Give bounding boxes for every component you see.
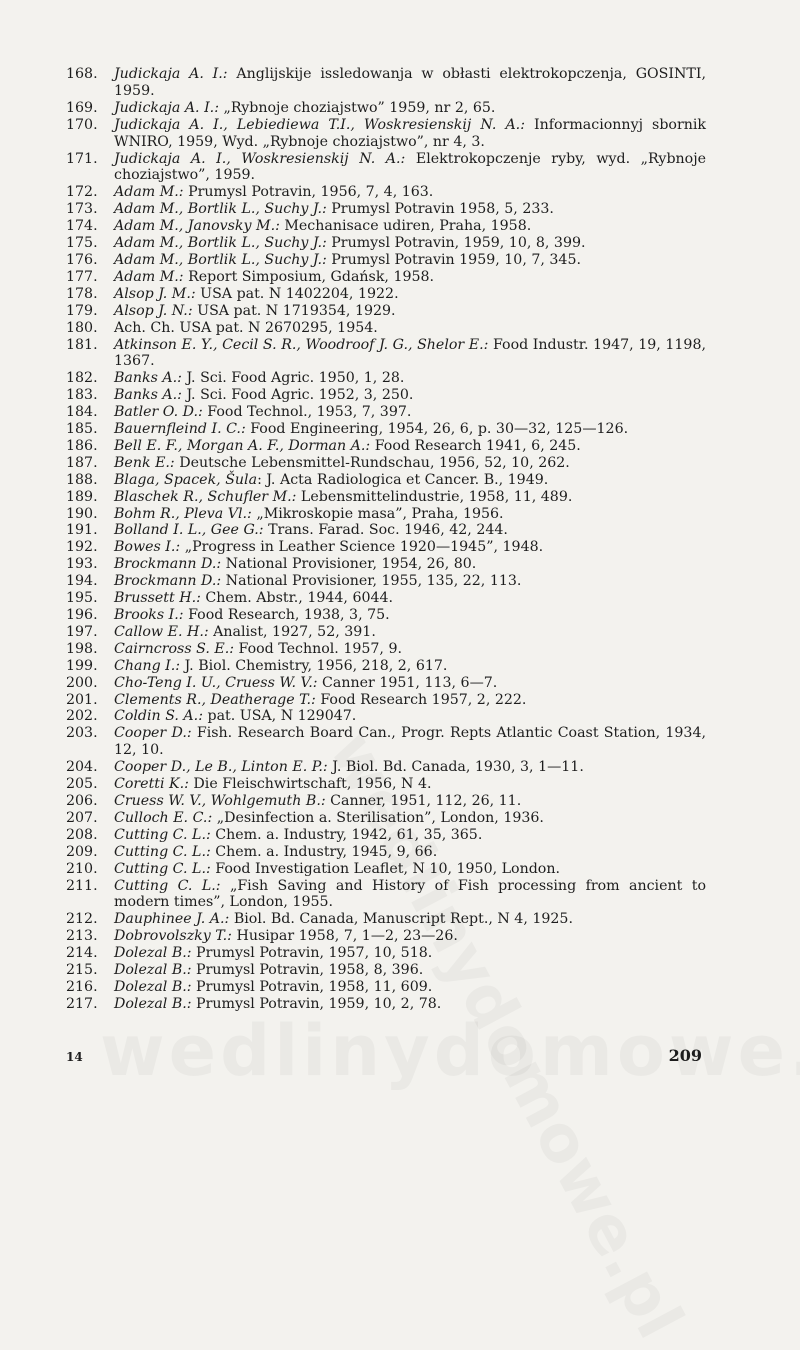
reference-number: 184. (66, 404, 98, 421)
reference-entry (66, 252, 706, 269)
reference-author: Brooks I.: (114, 607, 184, 623)
reference-list (66, 66, 706, 1013)
reference-source: J. Biol. Chemistry, 1956, 218, 2, 617. (180, 657, 448, 674)
reference-author: Alsop J. M.: (114, 285, 196, 302)
reference-source: „Fish Saving and History of Fish processing from ancient to modern times”, London, 1955. (114, 877, 706, 911)
reference-number: 180. (66, 319, 98, 336)
reference-source: Anglijskije issledowanja w obłasti elektrokopczenja, GOSINTI, 1959. (114, 66, 706, 99)
reference-author: Dolezal B.: (114, 945, 192, 962)
reference-source: Chem. a. Industry, 1942, 61, 35, 365. (210, 826, 483, 843)
reference-author: Bolland I. L., Gee G.: (114, 522, 264, 539)
reference-source: Food Research 1941, 6, 245. (370, 437, 581, 454)
reference-number: 216. (66, 978, 98, 995)
reference-entry (66, 337, 706, 371)
reference-entry (66, 708, 706, 725)
reference-source: „Desinfection a. Sterilisation”, London, 1936. (212, 809, 544, 826)
reference-number: 173. (66, 201, 98, 218)
reference-number: 206. (66, 792, 98, 809)
reference-author: Banks A.: (114, 370, 182, 387)
reference-number: 181. (66, 336, 98, 353)
reference-source: Ach. Ch. USA pat. N 2670295, 1954. (114, 319, 378, 336)
reference-entry (66, 844, 706, 861)
reference-number: 191. (66, 522, 98, 539)
reference-author: Atkinson E. Y., Cecil S. R., Woodroof J. G., Shelor E.: (114, 336, 489, 353)
reference-source: Food Industr. 1947, 19, 1198, 1367. (114, 336, 706, 370)
reference-source: Food Engineering, 1954, 26, 6, p. 30—32, 125—126. (245, 421, 629, 438)
reference-author: Batler O. D.: (114, 404, 203, 421)
reference-number: 205. (66, 776, 98, 793)
reference-number: 168. (66, 66, 98, 82)
reference-entry (66, 438, 706, 455)
reference-entry (66, 878, 706, 912)
reference-author: Blaschek R., Schufler M.: (114, 488, 297, 505)
reference-number: 177. (66, 268, 98, 285)
reference-entry (66, 945, 706, 962)
reference-author: Adam M.: (114, 184, 184, 201)
reference-number: 211. (66, 877, 98, 894)
reference-source: Food Technol. 1957, 9. (234, 640, 402, 657)
reference-author: Dauphinee J. A.: (114, 911, 230, 928)
reference-source: Prumysl Potravin, 1958, 8, 396. (191, 962, 424, 979)
reference-number: 186. (66, 437, 98, 454)
reference-number: 170. (66, 116, 98, 133)
reference-source: Prumysl Potravin 1958, 5, 233. (326, 201, 554, 218)
reference-entry (66, 725, 706, 759)
reference-number: 212. (66, 911, 98, 928)
reference-entry (66, 66, 706, 100)
reference-number: 210. (66, 860, 98, 877)
reference-source: Prumysl Potravin, 1957, 10, 518. (191, 945, 433, 962)
reference-source: Food Technol., 1953, 7, 397. (202, 404, 412, 421)
reference-author: Bohm R., Pleva Vl.: (114, 505, 252, 522)
reference-number: 192. (66, 539, 98, 556)
reference-source: Prumysl Potravin, 1958, 11, 609. (191, 978, 433, 995)
reference-source: Biol. Bd. Canada, Manuscript Rept., N 4, 1925. (229, 911, 573, 928)
reference-entry (66, 184, 706, 201)
reference-source: „Mikroskopie masa”, Praha, 1956. (251, 505, 504, 522)
reference-number: 172. (66, 184, 98, 201)
reference-author: Banks A.: (114, 387, 182, 404)
reference-source: Husipar 1958, 7, 1—2, 23—26. (231, 928, 458, 945)
reference-number: 213. (66, 928, 98, 945)
reference-entry (66, 996, 706, 1013)
reference-source: National Provisioner, 1955, 135, 22, 113. (221, 573, 522, 590)
reference-number: 207. (66, 809, 98, 826)
reference-entry (66, 692, 706, 709)
reference-entry (66, 776, 706, 793)
reference-entry (66, 793, 706, 810)
reference-author: Coldin S. A.: (114, 708, 203, 725)
reference-author: Cooper D., Le B., Linton E. P.: (114, 759, 328, 776)
reference-entry (66, 979, 706, 996)
reference-author: Bowes I.: (114, 539, 181, 556)
reference-author: Cutting C. L.: (114, 843, 211, 860)
reference-entry (66, 522, 706, 539)
reference-entry (66, 151, 706, 185)
reference-entry (66, 320, 706, 337)
reference-source: Chem. a. Industry, 1945, 9, 66. (210, 843, 438, 860)
reference-number: 214. (66, 945, 98, 962)
reference-source: pat. USA, N 129047. (202, 708, 357, 725)
reference-number: 198. (66, 640, 98, 657)
reference-source: J. Sci. Food Agric. 1952, 3, 250. (181, 387, 414, 404)
reference-number: 201. (66, 691, 98, 708)
reference-author: Adam M., Bortlik L., Suchy J.: (114, 201, 327, 218)
reference-number: 203. (66, 725, 98, 742)
reference-number: 199. (66, 657, 98, 674)
reference-source: Food Research 1957, 2, 222. (315, 691, 527, 708)
reference-number: 189. (66, 488, 98, 505)
reference-entry (66, 218, 706, 235)
reference-entry (66, 861, 706, 878)
reference-author: Judickaja A. I., Woskresienskij N. A.: (114, 150, 406, 167)
reference-entry (66, 269, 706, 286)
reference-entry (66, 472, 706, 489)
reference-source: USA pat. N 1719354, 1929. (192, 302, 396, 319)
reference-author: Alsop J. N.: (114, 302, 193, 319)
reference-source: Deutsche Lebensmittel-Rundschau, 1956, 52, 10, 262. (174, 454, 570, 471)
reference-number: 187. (66, 454, 98, 471)
reference-number: 208. (66, 826, 98, 843)
reference-number: 194. (66, 573, 98, 590)
reference-number: 193. (66, 556, 98, 573)
reference-source: Prumysl Potravin, 1959, 10, 2, 78. (191, 995, 442, 1012)
reference-entry (66, 117, 706, 151)
reference-number: 197. (66, 623, 98, 640)
reference-source: National Provisioner, 1954, 26, 80. (221, 556, 477, 573)
reference-number: 217. (66, 995, 98, 1012)
reference-author: Judickaja A. I., Lebiediewa T.I., Woskresienskij N. A.: (114, 116, 525, 133)
reference-source: Informacionnyj sbornik WNIRO, 1959, Wyd. „Rybnoje choziajstwo”, nr 4, 3. (114, 116, 706, 150)
reference-entry (66, 675, 706, 692)
reference-author: Dobrovolszky T.: (114, 928, 232, 945)
reference-entry (66, 556, 706, 573)
reference-entry (66, 962, 706, 979)
reference-entry (66, 235, 706, 252)
reference-number: 188. (66, 471, 98, 488)
reference-number: 196. (66, 607, 98, 623)
reference-number: 183. (66, 387, 98, 404)
reference-source: Mechanisace udiren, Praha, 1958. (279, 218, 532, 235)
reference-author: Cooper D.: (114, 725, 192, 742)
reference-author: Brockmann D.: (114, 556, 222, 573)
reference-entry (66, 286, 706, 303)
reference-author: Dolezal B.: (114, 978, 192, 995)
reference-number: 202. (66, 708, 98, 725)
reference-entry (66, 404, 706, 421)
signature-mark: 14 (66, 1050, 83, 1064)
reference-source: USA pat. N 1402204, 1922. (195, 285, 399, 302)
reference-number: 182. (66, 370, 98, 387)
reference-author: Cutting C. L.: (114, 877, 221, 894)
reference-source: Prumysl Potravin, 1959, 10, 8, 399. (326, 235, 586, 252)
reference-author: Bell E. F., Morgan A. F., Dorman A.: (114, 437, 371, 454)
reference-author: Coretti K.: (114, 776, 189, 793)
reference-author: Callow E. H.: (114, 623, 209, 640)
reference-author: Brockmann D.: (114, 573, 222, 590)
reference-author: Cairncross S. E.: (114, 640, 234, 657)
reference-author: Bauernfleind I. C.: (114, 421, 246, 438)
reference-number: 200. (66, 674, 98, 691)
reference-author: Benk E.: (114, 454, 175, 471)
reference-number: 175. (66, 235, 98, 252)
reference-source: Canner, 1951, 112, 26, 11. (325, 792, 522, 809)
reference-author: Cho-Teng I. U., Cruess W. V.: (114, 674, 318, 691)
reference-author: Chang I.: (114, 657, 181, 674)
reference-author: Dolezal B.: (114, 962, 192, 979)
reference-author: Cutting C. L.: (114, 826, 211, 843)
reference-author: Adam M., Janovsky M.: (114, 218, 280, 235)
reference-entry (66, 506, 706, 523)
reference-number: 190. (66, 505, 98, 522)
reference-author: Adam M., Bortlik L., Suchy J.: (114, 235, 327, 252)
reference-source: „Rybnoje choziajstwo” 1959, nr 2, 65. (218, 99, 496, 116)
reference-author: Clements R., Deatherage T.: (114, 691, 316, 708)
reference-number: 169. (66, 99, 98, 116)
reference-number: 179. (66, 302, 98, 319)
reference-number: 174. (66, 218, 98, 235)
reference-number: 209. (66, 843, 98, 860)
reference-source: Lebensmittelindustrie, 1958, 11, 489. (296, 488, 573, 505)
reference-source: Food Research, 1938, 3, 75. (183, 607, 390, 623)
reference-source: Die Fleischwirtschaft, 1956, N 4. (188, 776, 432, 793)
reference-entry (66, 201, 706, 218)
reference-entry (66, 759, 706, 776)
reference-author: Blaga, Spacek, Šula (114, 471, 258, 488)
reference-source: Chem. Abstr., 1944, 6044. (200, 590, 394, 607)
reference-source: Elektrokopczenje ryby, wyd. „Rybnoje choziajstwo”, 1959. (114, 150, 706, 184)
reference-entry (66, 387, 706, 404)
reference-author: Brussett H.: (114, 590, 201, 607)
reference-author: Cutting C. L.: (114, 860, 211, 877)
reference-entry (66, 489, 706, 506)
reference-number: 171. (66, 150, 98, 167)
reference-entry (66, 370, 706, 387)
reference-entry (66, 455, 706, 472)
reference-source: Trans. Farad. Soc. 1946, 42, 244. (263, 522, 508, 539)
reference-entry (66, 421, 706, 438)
reference-entry (66, 573, 706, 590)
reference-number: 178. (66, 285, 98, 302)
reference-author: Adam M.: (114, 268, 184, 285)
reference-source: Analist, 1927, 52, 391. (208, 623, 376, 640)
reference-source: Report Simposium, Gdańsk, 1958. (183, 268, 435, 285)
reference-number: 176. (66, 251, 98, 268)
reference-number: 195. (66, 590, 98, 607)
reference-source: Prumysl Potravin 1959, 10, 7, 345. (326, 251, 581, 268)
reference-entry (66, 641, 706, 658)
reference-source: Food Investigation Leaflet, N 10, 1950, London. (210, 860, 560, 877)
reference-source: J. Sci. Food Agric. 1950, 1, 28. (181, 370, 405, 387)
reference-number: 204. (66, 759, 98, 776)
reference-source: „Progress in Leather Science 1920—1945”, 1948. (180, 539, 544, 556)
reference-author: Adam M., Bortlik L., Suchy J.: (114, 251, 327, 268)
reference-source: Prumysl Potravin, 1956, 7, 4, 163. (183, 184, 434, 201)
reference-entry (66, 827, 706, 844)
reference-entry (66, 303, 706, 320)
reference-entry (66, 590, 706, 607)
reference-source: : J. Acta Radiologica et Cancer. B., 1949. (257, 471, 549, 488)
reference-author: Judickaja A. I.: (114, 66, 228, 82)
reference-entry (66, 100, 706, 117)
reference-author: Judickaja A. I.: (114, 99, 219, 116)
reference-source: J. Biol. Bd. Canada, 1930, 3, 1—11. (327, 759, 584, 776)
reference-entry (66, 658, 706, 675)
reference-entry (66, 539, 706, 556)
reference-entry (66, 911, 706, 928)
reference-entry (66, 928, 706, 945)
reference-source: Fish. Research Board Can., Progr. Repts Atlantic Coast Station, 1934, 12, 10. (114, 725, 706, 759)
reference-number: 215. (66, 962, 98, 979)
reference-entry (66, 607, 706, 624)
reference-author: Dolezal B.: (114, 995, 192, 1012)
reference-author: Culloch E. C.: (114, 809, 213, 826)
reference-author: Cruess W. V., Wohlgemuth B.: (114, 792, 326, 809)
reference-number: 185. (66, 421, 98, 438)
page-number: 209 (668, 1046, 702, 1065)
reference-entry (66, 624, 706, 641)
reference-source: Canner 1951, 113, 6—7. (317, 674, 498, 691)
reference-entry (66, 810, 706, 827)
